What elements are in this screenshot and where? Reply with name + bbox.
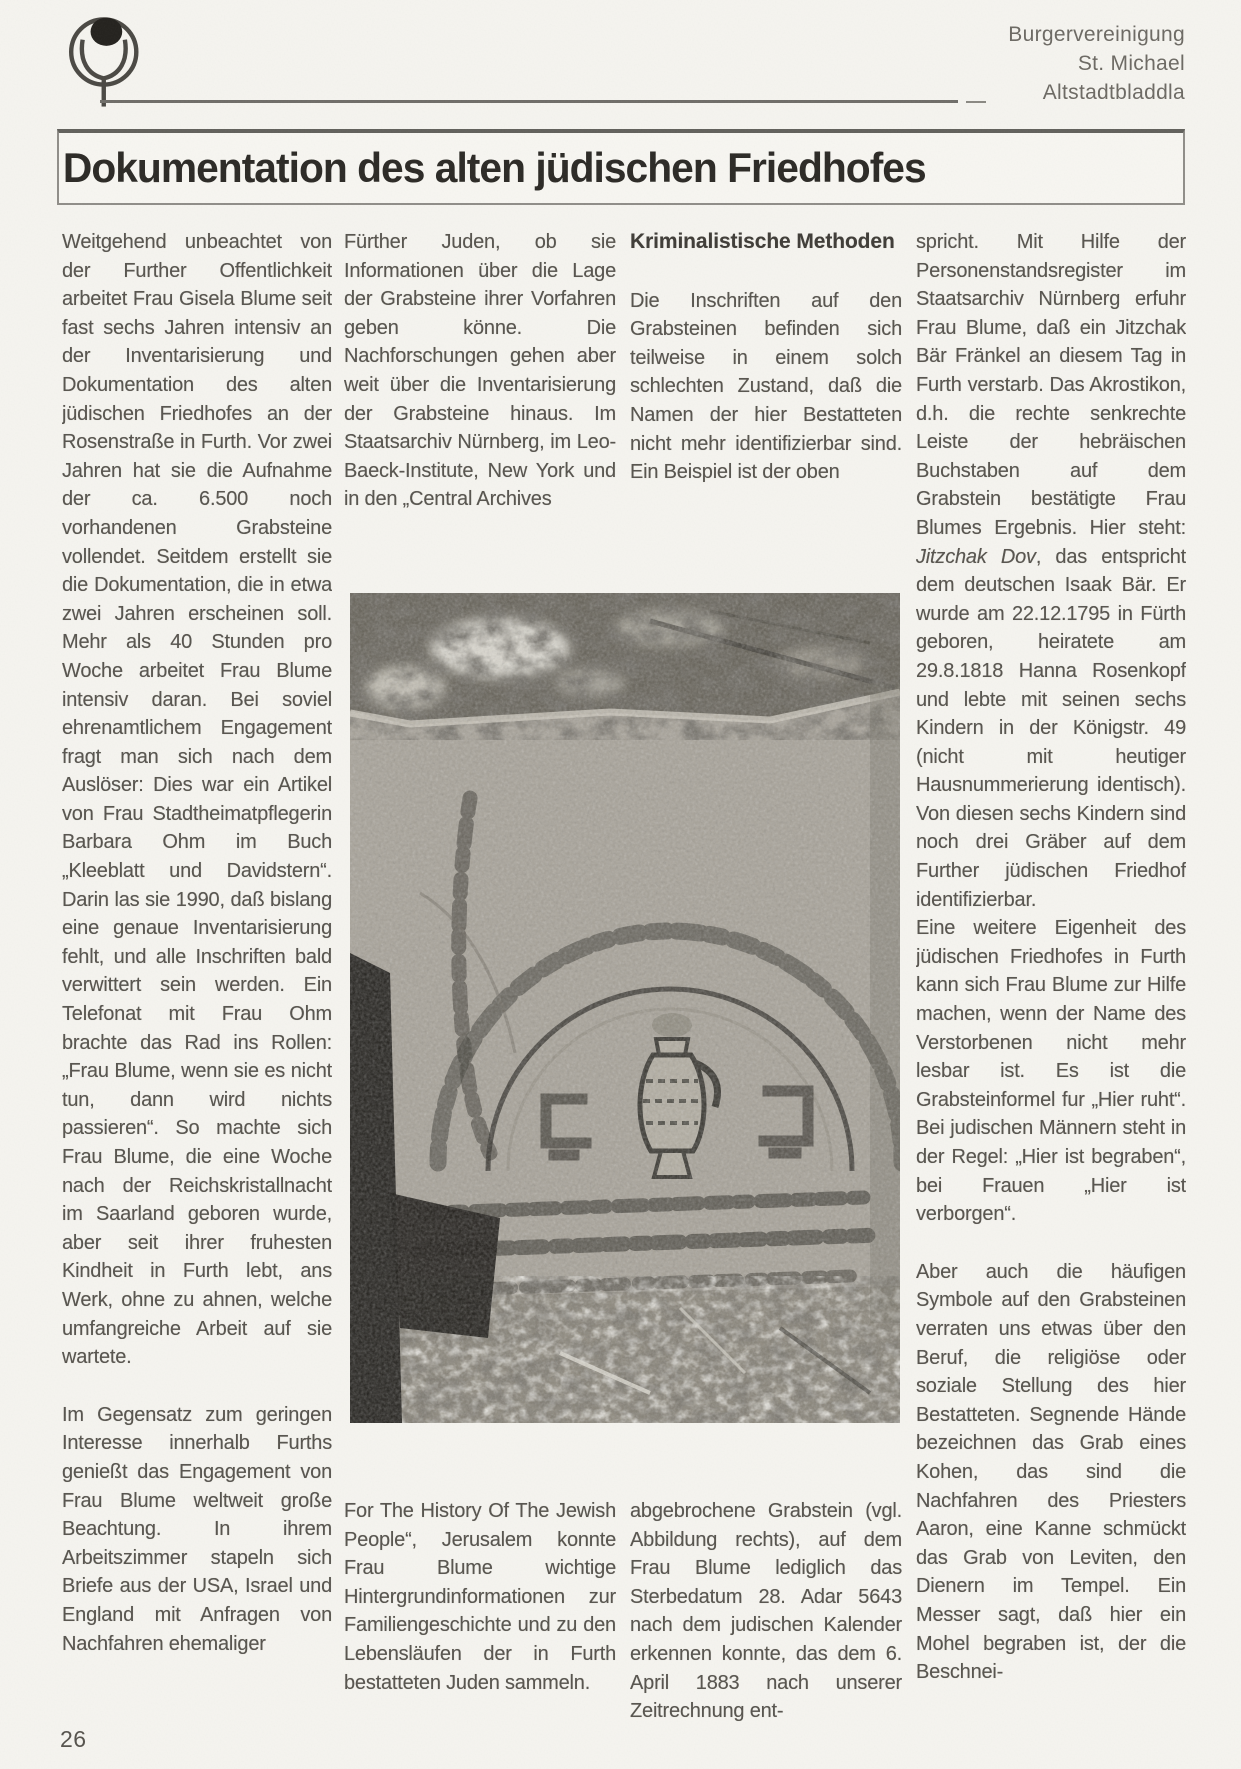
article-paragraph: Eine weitere Eigenheit des jüdischen Friedhofes in Furth kann sich Frau Blume zur Hilfe machen, wenn der Name des Verstorbenen nicht mehr lesbar ist. Es ist die Grabsteinformel fur „Hier ruht“. Bei judischen Männern steht in der Regel: „Hier ist begraben“, bei Frauen „Hier ist verborgen“. — [916, 917, 1186, 1226]
article-title: Dokumentation des alten jüdischen Friedhofes — [62, 144, 926, 191]
article-paragraph: Aber auch die häufigen Symbole auf den Grabsteinen verraten uns etwas über den Beruf, die religiöse oder soziale Stellung des hier Bestatteten. Segnende Hände bezeichnen das Grab eines Kohen, das sind die Nachfahren des Priesters Aaron, eine Kanne schmückt das Grab von Leviten, den Dienern im Tempel. Ein Messer sagt, daß hier ein Mohel begraben ist, der die Beschnei- — [916, 1260, 1186, 1684]
article-column-2-bottom — [344, 1497, 616, 1742]
article-title-box — [57, 129, 1185, 205]
article-column-4 — [916, 228, 1186, 1746]
chalice-logo-icon — [58, 8, 146, 110]
article-column-3-bottom — [630, 1497, 902, 1742]
paragraph-text: , das entspricht dem deutschen Isaak Bär. Er wurde am 22.12.1795 in Fürth geboren, heiratete am 29.8.1818 Hanna Rosenkopf und lebte mit seinen sechs Kindern in der Königstr. 49 (nicht mit heutiger Hausnummerierung identisch). Von diesen sechs Kindern sind noch drei Gräber auf dem Further jüdischen Friedhof identifizierbar. — [916, 545, 1186, 911]
article-paragraph — [916, 228, 1186, 914]
org-name: Burgervereinigung — [1008, 23, 1185, 46]
article-paragraph: Weitgehend unbeachtet von der Further Offentlichkeit arbeitet Frau Gisela Blume seit fast sechs Jahren intensiv an der Inventarisierung und Dokumentation des alten jüdischen Friedhofes an der Rosenstraße in Furth. Vor zwei Jahren hat sie die Aufnahme der ca. 6.500 noch vorhandenen Grabsteine vollendet. Seitdem erstellt sie die Dokumentation, die in etwa zwei Jahren erscheinen soll. Mehr als 40 Stunden pro Woche arbeitet Frau Blume intensiv daran. Bei soviel ehrenamtlichem Engagement fragt man sich nach dem Auslöser: Dies war ein Artikel von Frau Stadtheimatpflegerin Barbara Ohm im Buch „Kleeblatt und Davidstern“. Darin las sie 1990, daß bislang eine genaue Inventarisierung fehlt, und alle Inschriften bald verwittert sein werden. Ein Telefonat mit Frau Ohm brachte das Rad ins Rollen: „Frau Blume, wenn sie es nicht tun, dann wird nichts passieren“. So machte sich Frau Blume, die eine Woche nach der Reichskristallnacht im Saarland geboren wurde, aber seit ihrer fruhesten Kindheit in Furth lebt, ans Werk, ohne zu ahnen, welche umfangreiche Arbeit auf sie wartete. — [62, 231, 332, 1369]
article-paragraph: abgebrochene Grabstein (vgl. Abbildung rechts), auf dem Frau Blume lediglich das Sterbedatum 28. Adar 5643 nach dem judischen Kalender erkennen konnte, das dem 6. April 1883 nach unserer Zeitrechnung ent- — [630, 1500, 902, 1723]
paragraph-text: spricht. Mit Hilfe der Personenstandsregister im Staatsarchiv Nürnberg erfuhr Frau Blume, daß ein Jitzchak Bär Fränkel an diesem Tag in Furth verstarb. Das Akrostikon, d.h. die rechte senkrechte Leiste der hebräischen Buchstaben auf dem Grabstein bestätigte Frau Blumes Ergebnis. Hier steht: — [916, 231, 1186, 539]
gravestone-photo-image — [350, 593, 900, 1423]
gravestone-photo — [350, 593, 900, 1423]
org-subname: St. Michael — [1077, 52, 1185, 75]
article-paragraph: For The History Of The Jewish People“, Jerusalem konnte Frau Blume wichtige Hintergrundinformationen zur Familiengeschichte und zu den Lebensläufen der in Furth bestatteten Juden sammeln. — [344, 1500, 616, 1694]
page-number: 26 — [60, 1726, 87, 1752]
article-paragraph: Im Gegensatz zum geringen Interesse innerhalb Furths genießt das Engagement von Frau Blume weltweit große Beachtung. In ihrem Arbeitszimmer stapeln sich Briefe aus der USA, Israel und England mit Anfragen von Nachfahren ehemaliger — [62, 1403, 332, 1655]
burgervereinigung-logo — [58, 8, 146, 110]
article-column-2-top — [344, 228, 616, 548]
publication-name: Altstadtbladdla — [1042, 81, 1185, 104]
hebrew-name-transliteration: Jitzchak Dov — [916, 545, 1036, 568]
article-paragraph: Fürther Juden, ob sie Informationen über die Lage der Grabsteine ihrer Vorfahren geben könne. Die Nachforschungen gehen aber weit über die Inventarisierung der Grabsteine hinaus. Im Staatsarchiv Nürnberg, im Leo-Baeck-Institute, New York und in den „Central Archives — [344, 231, 616, 511]
article-paragraph: Die Inschriften auf den Grabsteinen befinden sich teilweise in einem solch schlechten Zustand, daß die Namen der hier Bestatteten nicht mehr identifizierbar sind. Ein Beispiel ist der oben — [630, 289, 902, 484]
article-column-1 — [62, 228, 332, 1725]
article-column-3-top — [630, 228, 902, 548]
section-heading: Kriminalistische Methoden — [630, 230, 895, 253]
organization-block — [785, 20, 1185, 107]
